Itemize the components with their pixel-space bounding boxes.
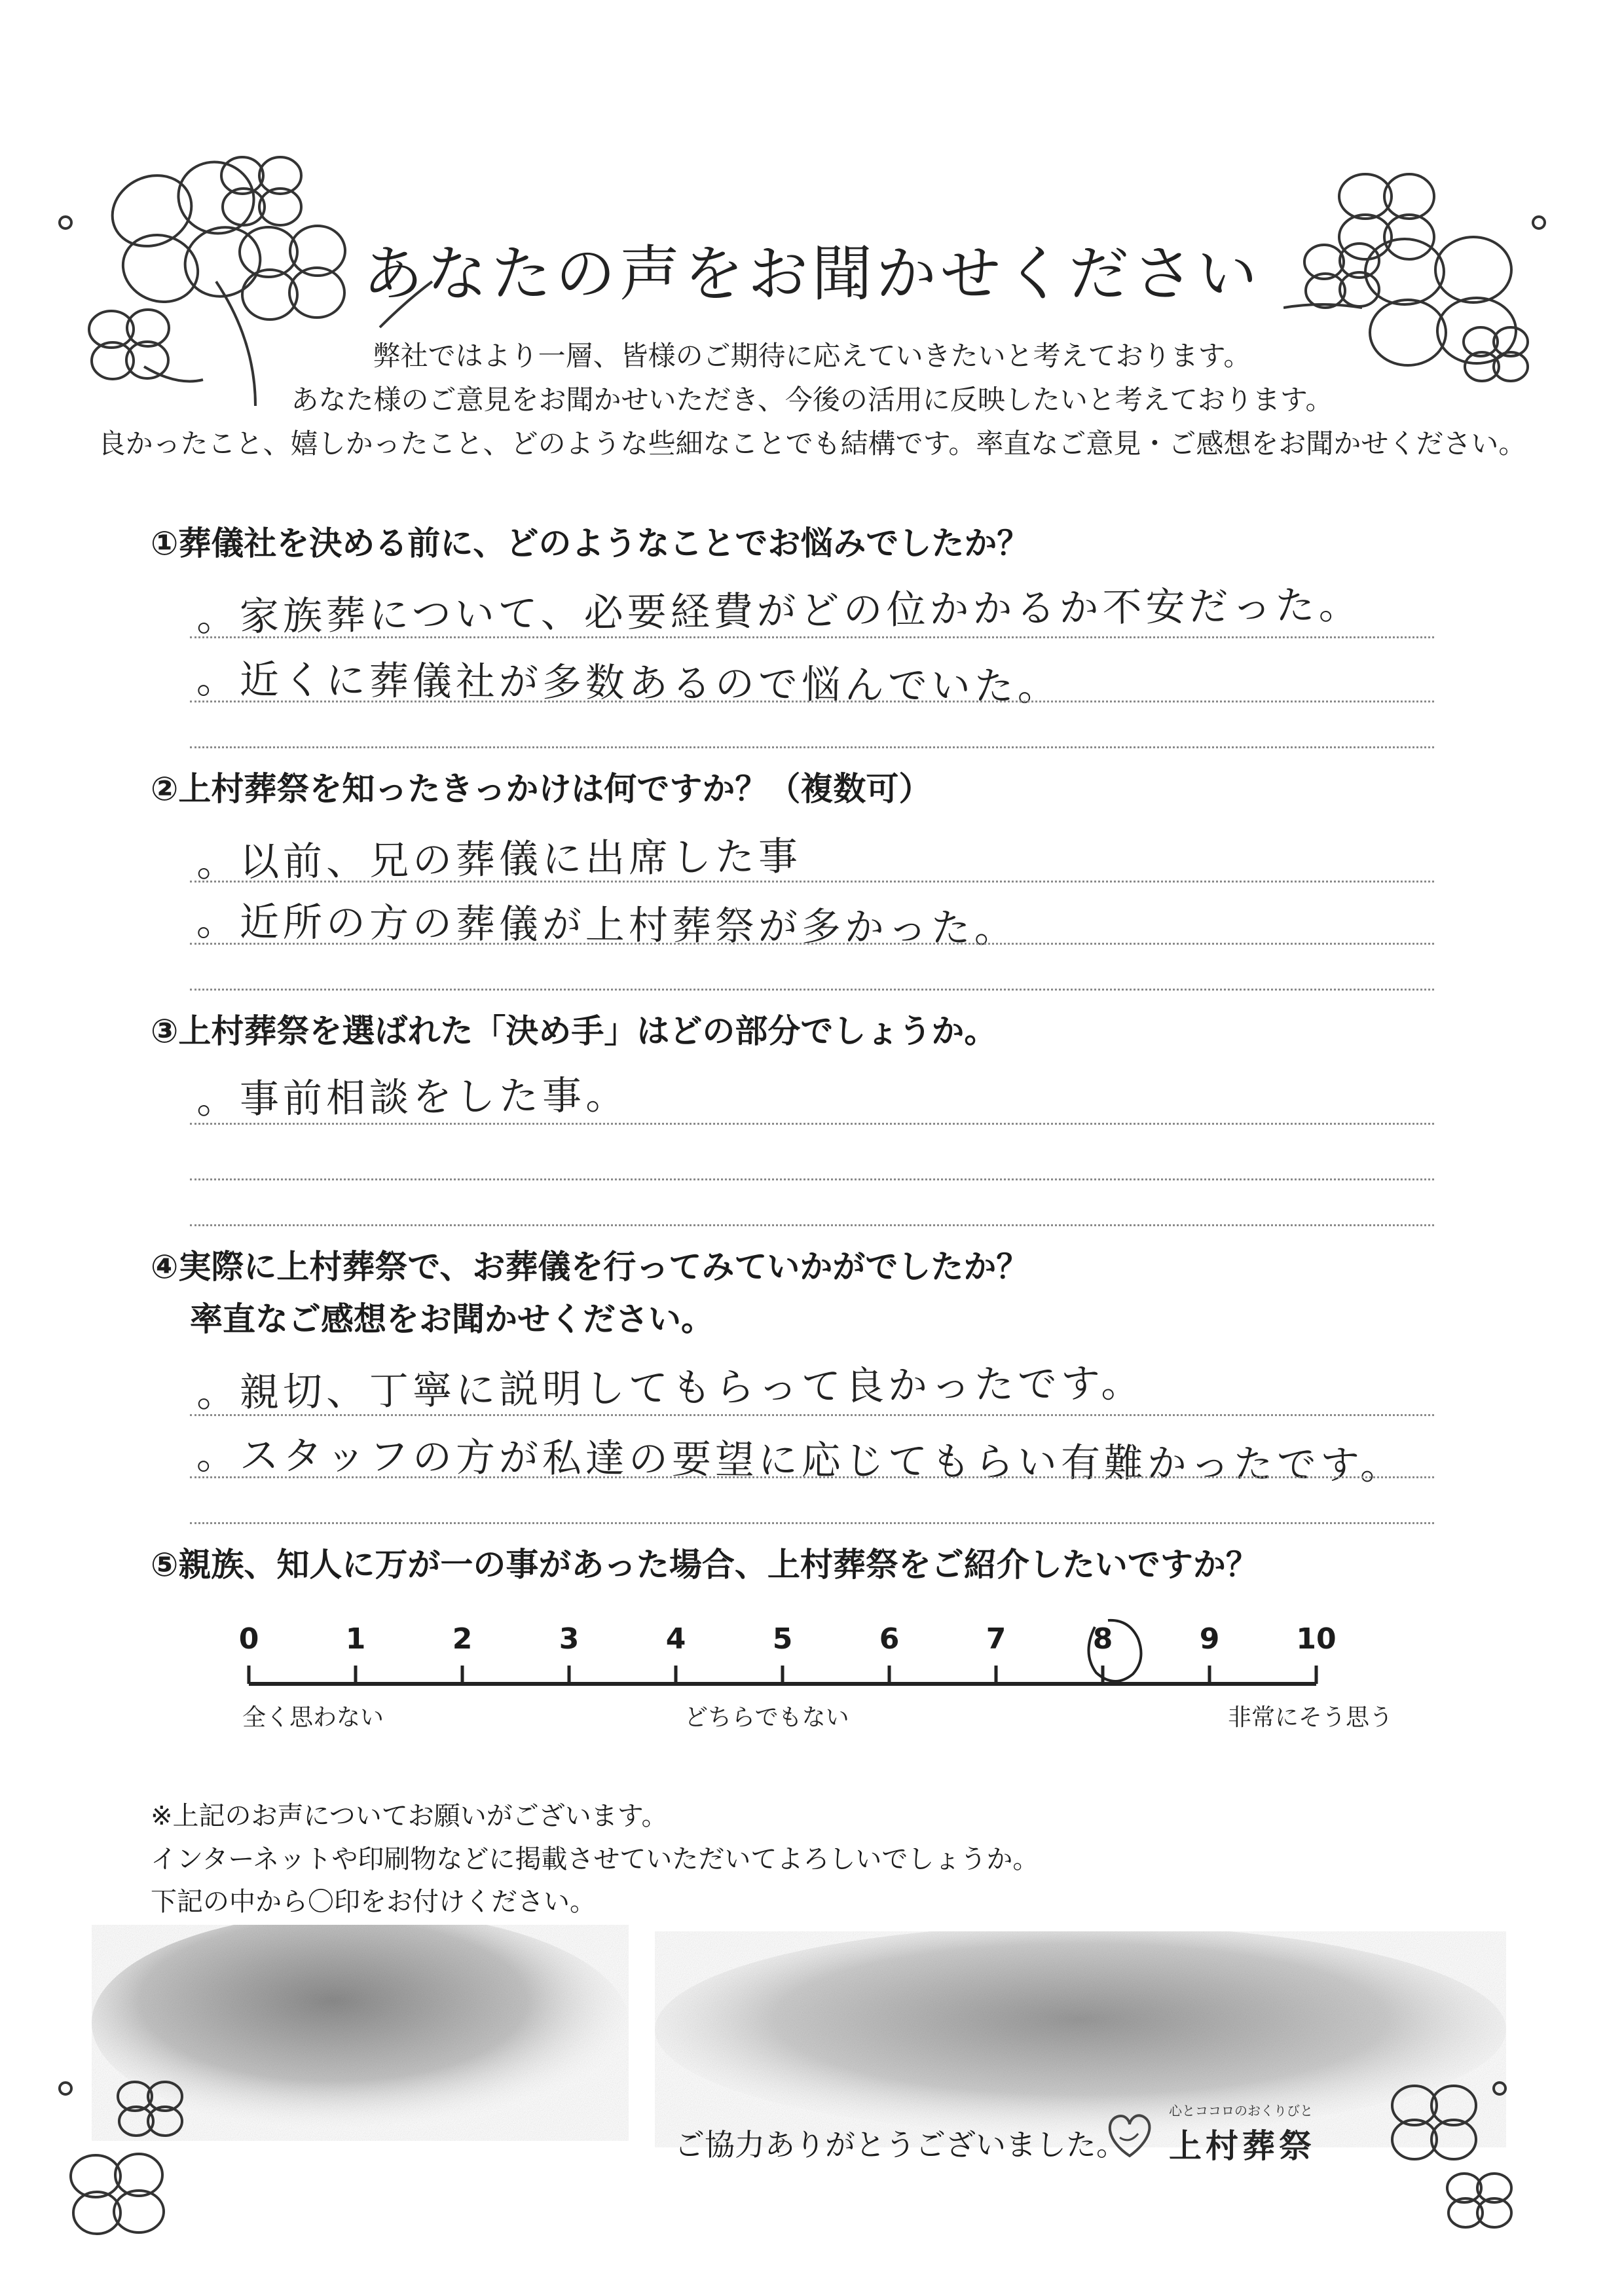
question-1-answer-1: 。家族葬について、必要経費がどの位かかるか不安だった。: [196, 582, 1362, 640]
answer-line: [190, 636, 1434, 638]
scale-number-10: 10: [1296, 1622, 1337, 1656]
answer-line: [190, 881, 1434, 883]
footer-thanks: ご協力ありがとうございました。: [674, 2127, 1126, 2162]
answer-line: [190, 746, 1434, 748]
scale-label-mid: どちらでもない: [684, 1704, 849, 1731]
intro-line-1: 弊社ではより一層、皆様のご期待に応えていきたいと考えております。: [373, 340, 1251, 372]
scale-number-6: 6: [879, 1622, 900, 1656]
clover-decoration-bottom-left: [39, 2049, 236, 2259]
question-4-answer-2: 。スタッフの方が私達の要望に応じてもらい有難かったです。: [196, 1432, 1404, 1489]
answer-line: [190, 701, 1434, 702]
scale-number-5: 5: [772, 1622, 793, 1656]
clover-decoration-bottom-right: [1369, 2049, 1539, 2259]
selected-rating-circle: [1069, 1607, 1160, 1699]
answer-line: [190, 1178, 1434, 1180]
brand-name: 上村葬祭: [1169, 2127, 1316, 2165]
scale-number-2: 2: [452, 1622, 473, 1656]
answer-line: [190, 943, 1434, 945]
question-4-answer-1: 。親切、丁寧に説明してもらって良かったです。: [196, 1360, 1145, 1416]
scale-number-0: 0: [238, 1622, 259, 1656]
brand-tagline: 心とココロのおくりびと: [1169, 2103, 1313, 2119]
question-1-label: ①葬儀社を決める前に、どのようなことでお悩みでしたか？: [151, 524, 1030, 562]
question-2-label: ②上村葬祭を知ったきっかけは何ですか？（複数可）: [151, 770, 932, 808]
intro-line-3: 良かったこと、嬉しかったこと、どのような些細なことでも結構です。率直なご意見・ご感想をお聞かせください。: [98, 428, 1526, 460]
note-line-2: インターネットや印刷物などに掲載させていただいてよろしいでしょうか。: [151, 1844, 1039, 1874]
answer-line: [190, 1123, 1434, 1125]
scale-label-low: 全く思わない: [242, 1704, 384, 1731]
question-5-label: ⑤親族、知人に万が一の事があった場合、上村葬祭をご紹介したいですか？: [151, 1546, 1259, 1584]
scale-number-1: 1: [345, 1622, 366, 1656]
answer-line: [190, 989, 1434, 991]
question-2-answer-2: 。近所の方の葬儀が上村葬祭が多かった。: [196, 899, 1018, 952]
scale-number-4: 4: [665, 1622, 686, 1656]
question-4-label: ④実際に上村葬祭で、お葬儀を行ってみていかがでしたか？: [151, 1248, 1029, 1286]
answer-line: [190, 1522, 1434, 1524]
scale-number-7: 7: [986, 1622, 1006, 1656]
answer-line: [190, 1224, 1434, 1226]
question-3-answer-1: 。事前相談をした事。: [196, 1072, 629, 1123]
question-2-answer-1: 。以前、兄の葬儀に出席した事: [196, 833, 802, 886]
answer-line: [190, 1476, 1434, 1478]
scale-number-9: 9: [1199, 1622, 1220, 1656]
note-line-1: ※上記のお声についてお願いがございます。: [151, 1801, 668, 1831]
scale-number-3: 3: [559, 1622, 580, 1656]
note-line-3: 下記の中から〇印をお付けください。: [151, 1887, 596, 1917]
scale-label-high: 非常にそう思う: [1228, 1704, 1393, 1731]
question-3-label: ③上村葬祭を選ばれた「決め手」はどの部分でしょうか。: [151, 1012, 997, 1050]
page-title: あなたの声をお聞かせください: [362, 239, 1261, 309]
question-1-answer-2: 。近くに葬儀社が多数あるので悩んでいた。: [196, 657, 1061, 710]
rating-scale-axis: [229, 1656, 1342, 1696]
intro-line-2: あなた様のご意見をお聞かせいただき、今後の活用に反映したいと考えております。: [291, 384, 1333, 416]
brand-heart-logo: [1100, 2105, 1159, 2164]
question-4-sublabel: 率直なご感想をお聞かせください。: [190, 1300, 714, 1338]
answer-line: [190, 1414, 1434, 1416]
scale-number-8: 8: [1092, 1622, 1113, 1656]
